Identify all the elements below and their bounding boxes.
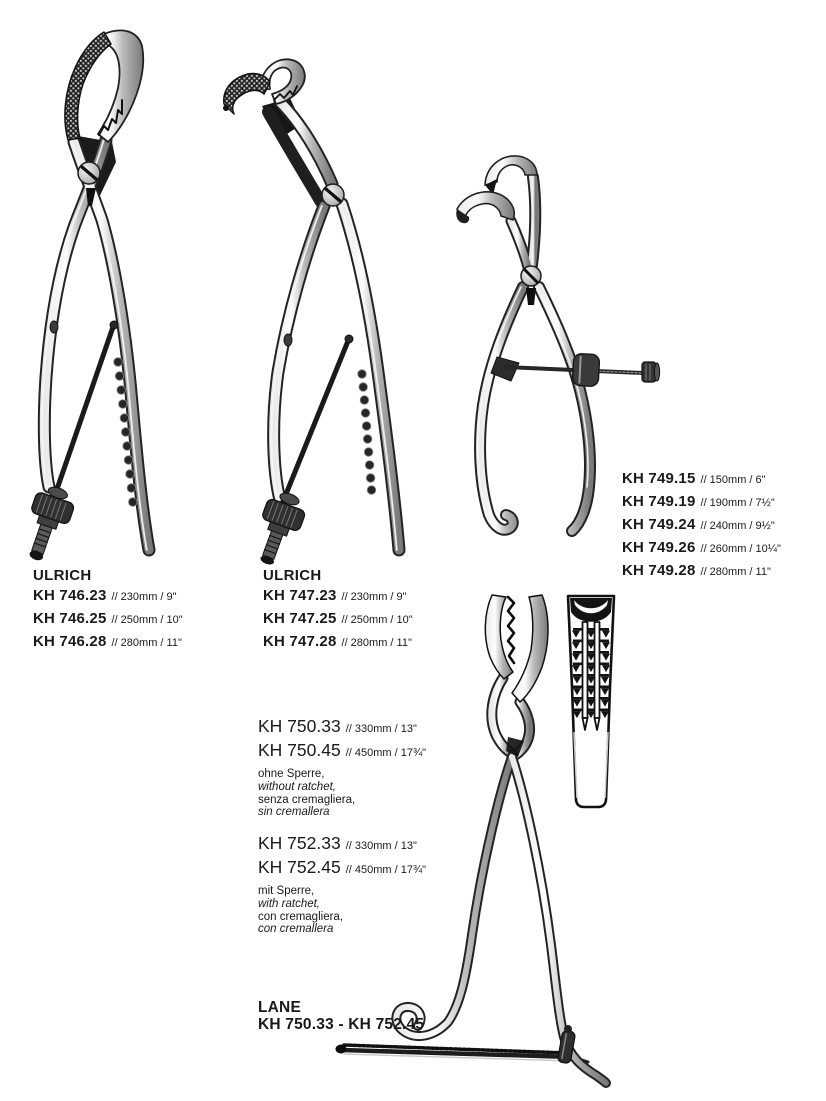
- product-code: KH 747.25: [263, 610, 337, 627]
- catalog-item: [258, 740, 426, 764]
- product-note: senza cremagliera,: [258, 793, 356, 806]
- ulrich-747-forceps-illustration: [218, 52, 428, 567]
- product-range: KH 750.33 - KH 752.45: [258, 1016, 425, 1033]
- catalog-item: [622, 537, 781, 560]
- product-spec: // 240mm / 9½": [700, 520, 775, 532]
- product-note: without ratchet,: [258, 780, 336, 793]
- catalog-item: [622, 491, 781, 514]
- product-note: con cremallera: [258, 923, 334, 936]
- product-spec: // 150mm / 6": [700, 474, 766, 486]
- section-ulrich-746: [33, 567, 183, 654]
- product-code: KH 747.23: [263, 587, 337, 604]
- variant-notes: [258, 885, 426, 936]
- product-code: KH 747.28: [263, 633, 337, 650]
- product-code: KH 750.45: [258, 740, 341, 760]
- product-code: KH 746.23: [33, 587, 107, 604]
- catalog-item: [263, 608, 413, 631]
- catalog-item: [258, 857, 426, 881]
- product-code: KH 746.25: [33, 610, 107, 627]
- product-note: with ratchet,: [258, 897, 320, 910]
- product-title: ULRICH: [33, 567, 92, 584]
- catalog-item: [33, 608, 183, 631]
- section-lane: [258, 999, 424, 1033]
- product-spec: // 450mm / 17¾": [345, 747, 427, 759]
- product-code: KH 749.15: [622, 470, 696, 487]
- product-code: KH 749.24: [622, 516, 696, 533]
- product-note: mit Sperre,: [258, 885, 315, 897]
- product-spec: // 330mm / 13": [345, 723, 417, 735]
- variant-notes: [258, 768, 426, 819]
- product-spec: // 190mm / 7½": [700, 497, 775, 509]
- catalog-item: [622, 560, 781, 583]
- catalog-item: [263, 631, 413, 654]
- section-kh-749: [622, 468, 781, 583]
- product-code: KH 749.28: [622, 562, 696, 579]
- ulrich-746-forceps-illustration: [12, 22, 192, 567]
- section-kh-750: [258, 716, 426, 819]
- product-spec: // 280mm / 11": [111, 637, 182, 649]
- lane-jaw-detail-illustration: [560, 592, 622, 818]
- section-kh-752: [258, 833, 426, 936]
- product-note: sin cremallera: [258, 806, 330, 819]
- catalog-item: [622, 468, 781, 491]
- product-spec: // 230mm / 9": [111, 591, 177, 603]
- product-code: KH 750.33: [258, 716, 341, 736]
- catalog-item: [33, 585, 183, 608]
- product-code: KH 752.45: [258, 857, 341, 877]
- catalog-item: [33, 631, 183, 654]
- product-spec: // 250mm / 10": [111, 614, 183, 626]
- product-spec: // 280mm / 11": [341, 637, 412, 649]
- product-note: ohne Sperre,: [258, 768, 325, 780]
- product-title: LANE: [258, 999, 301, 1016]
- catalog-item: [258, 716, 426, 740]
- product-code: KH 749.19: [622, 493, 696, 510]
- product-spec: // 280mm / 11": [700, 566, 771, 578]
- product-code: KH 746.28: [33, 633, 107, 650]
- product-title: ULRICH: [263, 567, 322, 584]
- product-code: KH 749.26: [622, 539, 696, 556]
- product-spec: // 250mm / 10": [341, 614, 413, 626]
- product-spec: // 230mm / 9": [341, 591, 407, 603]
- product-note: con cremagliera,: [258, 910, 344, 923]
- product-spec: // 260mm / 10¼": [700, 543, 781, 555]
- section-ulrich-747: [263, 567, 413, 654]
- catalog-item: [258, 833, 426, 857]
- catalog-item: [622, 514, 781, 537]
- product-spec: // 450mm / 17¾": [345, 864, 427, 876]
- product-spec: // 330mm / 13": [345, 840, 417, 852]
- product-code: KH 752.33: [258, 833, 341, 853]
- catalog-item: [263, 585, 413, 608]
